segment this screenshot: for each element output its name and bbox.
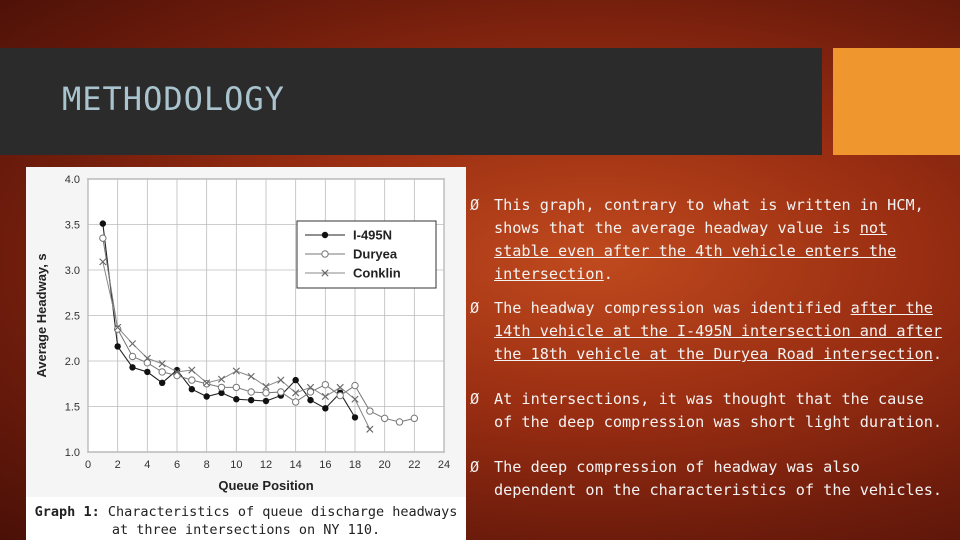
data-point (292, 399, 298, 405)
legend-label: Duryea (353, 246, 398, 262)
data-point (129, 364, 135, 370)
bullet-list (470, 194, 948, 502)
bullet-text: . (932, 345, 943, 363)
bullet-arrow-icon: Ø (470, 390, 480, 408)
y-tick-label: 1.0 (64, 447, 80, 459)
data-point (263, 390, 269, 396)
bullet-text: This graph, contrary to what is written in HCM, shows that the average headway value is (494, 196, 924, 237)
data-point (189, 386, 195, 392)
bullet-item (470, 194, 948, 297)
x-tick-label: 16 (319, 459, 332, 471)
x-tick-label: 0 (84, 459, 92, 471)
x-tick-label: 20 (378, 459, 391, 471)
x-tick-label: 18 (348, 459, 362, 471)
x-tick-label: 22 (408, 459, 421, 471)
data-point (322, 381, 328, 387)
figure-caption (34, 503, 458, 539)
y-tick-label: 4.0 (64, 174, 80, 186)
data-point (174, 372, 180, 378)
legend-label: Conklin (353, 265, 401, 281)
data-point (233, 396, 239, 402)
legend-marker (322, 251, 328, 257)
legend-label: I-495N (353, 227, 393, 243)
data-point (337, 392, 343, 398)
bullet-item (470, 297, 948, 388)
y-tick-label: 2.5 (64, 310, 80, 323)
data-point (307, 397, 313, 403)
data-point (129, 353, 135, 359)
data-point (159, 380, 165, 386)
y-tick-label: 3.5 (64, 219, 80, 232)
data-point (352, 414, 358, 420)
data-point (114, 343, 120, 349)
data-point (292, 377, 298, 383)
data-point (100, 220, 106, 226)
x-tick-label: 8 (203, 459, 210, 471)
bullet-underlined-text: after the 14th vehicle at the I-495N intersection and after the 18th vehicle at the Duryea Road intersection (494, 299, 943, 363)
accent-block (833, 48, 960, 155)
bullet-text: . (603, 265, 613, 283)
x-tick-label: 12 (259, 459, 273, 471)
data-point (352, 382, 358, 388)
data-point (263, 398, 269, 404)
headway-chart (26, 167, 466, 497)
data-point (189, 377, 195, 383)
data-point (248, 397, 254, 403)
data-point (367, 408, 373, 414)
bullet-text: The headway compression was identified (494, 299, 851, 317)
chart-legend (297, 221, 436, 288)
data-point (218, 384, 224, 390)
bullet-arrow-icon: Ø (470, 196, 480, 214)
data-point (144, 369, 150, 375)
caption-text: Characteristics of queue discharge headways at three intersections on NY 110. (99, 504, 458, 538)
x-tick-label: 4 (144, 459, 151, 471)
data-point (159, 369, 165, 375)
x-tick-label: 14 (289, 459, 302, 471)
x-tick-label: 10 (230, 459, 243, 471)
y-tick-label: 3.0 (64, 265, 80, 277)
data-point (322, 405, 328, 411)
y-tick-label: 2.0 (64, 356, 80, 368)
data-point (278, 389, 284, 395)
data-point (411, 415, 417, 421)
x-tick-label: 2 (114, 459, 121, 471)
caption-label: Graph 1: (34, 504, 100, 520)
data-point (381, 415, 387, 421)
bullet-arrow-icon: Ø (470, 458, 480, 476)
bullet-text: The deep compression of headway was also dependent on the characteristics of the vehicles. (494, 458, 943, 499)
bullet-text: At intersections, it was thought that the cause of the deep compression was short light duration. (494, 390, 943, 431)
x-tick-label: 24 (437, 459, 451, 471)
bullet-underlined-text: not stable even after the 4th vehicle enters the intersection (494, 219, 897, 283)
bullet-item (470, 388, 948, 456)
bullet-item (470, 456, 948, 502)
data-point (233, 384, 239, 390)
slide-title: METHODOLOGY (62, 80, 285, 118)
bullet-arrow-icon: Ø (470, 299, 480, 317)
data-point (100, 235, 106, 241)
data-point (248, 389, 254, 395)
legend-marker (322, 232, 328, 238)
x-axis-label: Queue Position (218, 478, 314, 493)
y-tick-label: 1.5 (64, 401, 80, 414)
chart-panel (26, 167, 466, 497)
data-point (203, 393, 209, 399)
x-tick-label: 6 (173, 459, 181, 471)
y-axis-label: Average Headway, s (34, 253, 49, 378)
data-point (396, 419, 402, 425)
